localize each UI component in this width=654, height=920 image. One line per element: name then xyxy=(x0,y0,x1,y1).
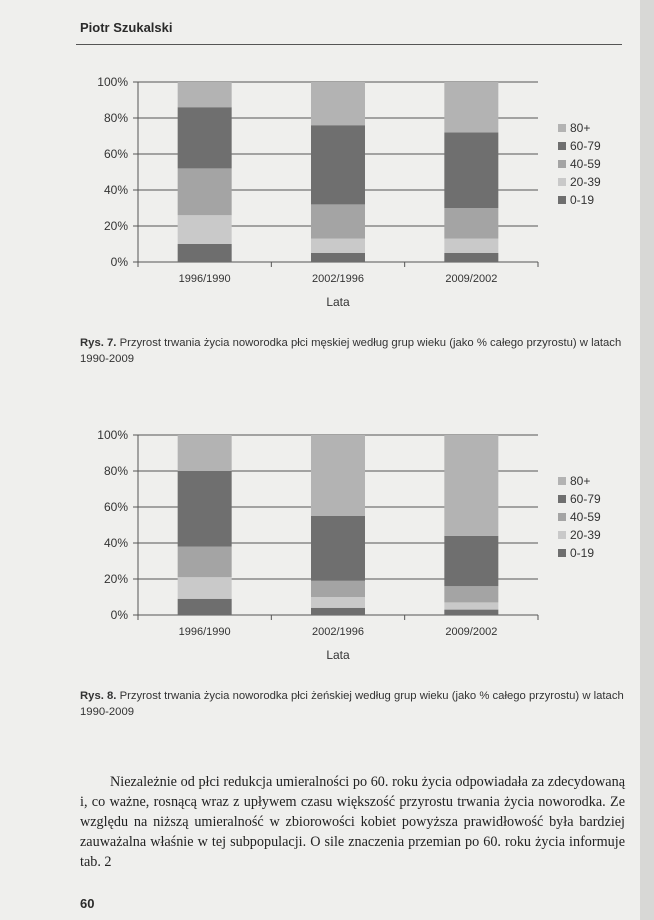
figure-7-caption xyxy=(80,335,625,367)
bar-0-19-1996/1990 xyxy=(178,244,232,262)
y-tick-label: 80% xyxy=(103,111,128,125)
figure-8-caption xyxy=(80,688,625,720)
bar-40-59-1996/1990 xyxy=(178,547,232,578)
bar-80+-2002/1996 xyxy=(311,82,365,125)
figure-8-text: Przyrost trwania życia noworodka płci żeńskiej według grup wieku (jako % całego przyrostu) w latach 1990-2009 xyxy=(80,690,624,718)
legend-label-60-79: 60-79 xyxy=(570,139,601,153)
x-axis-label: Lata xyxy=(326,295,350,309)
bar-40-59-1996/1990 xyxy=(178,168,232,215)
bar-0-19-2002/1996 xyxy=(311,253,365,262)
bar-80+-1996/1990 xyxy=(178,435,232,471)
legend-label-60-79: 60-79 xyxy=(570,492,601,506)
y-tick-label: 0% xyxy=(110,255,128,269)
bar-80+-2002/1996 xyxy=(311,435,365,516)
bar-40-59-2002/1996 xyxy=(311,204,365,238)
figure-7-text: Przyrost trwania życia noworodka płci męskiej według grup wieku (jako % całego przyrostu) w latach 1990-2009 xyxy=(80,337,622,365)
bar-40-59-2009/2002 xyxy=(444,586,498,602)
bar-0-19-2009/2002 xyxy=(444,253,498,262)
y-tick-label: 0% xyxy=(110,608,128,622)
legend-swatch-40-59 xyxy=(558,513,566,521)
legend-swatch-20-39 xyxy=(558,178,566,186)
bar-0-19-2009/2002 xyxy=(444,610,498,615)
x-axis-label: Lata xyxy=(326,648,350,662)
bar-0-19-1996/1990 xyxy=(178,599,232,615)
legend-swatch-60-79 xyxy=(558,495,566,503)
legend-label-20-39: 20-39 xyxy=(570,175,601,189)
figure-8-label: Rys. 8. xyxy=(80,690,117,702)
bar-60-79-1996/1990 xyxy=(178,107,232,168)
legend-label-40-59: 40-59 xyxy=(570,510,601,524)
bar-20-39-2009/2002 xyxy=(444,602,498,609)
body-paragraph: Niezależnie od płci redukcja umieralności po 60. roku życia odpowiadała za zdecydowaną i, co ważne, rosnącą wraz z upływem czasu większość przyrostu trwania życia noworodka. Ze względu na niższą umieralność w zbiorowości kobiet powyższa prawidłowość była bardziej zauważalna właśnie w tej subpopulacji. O sile znaczenia przemian po 60. roku życia informuje tab. 2 xyxy=(80,774,625,871)
legend-label-80+: 80+ xyxy=(570,121,591,135)
y-tick-label: 100% xyxy=(97,428,128,442)
bar-60-79-2009/2002 xyxy=(444,132,498,208)
chart-female xyxy=(60,425,620,665)
bar-60-79-2009/2002 xyxy=(444,536,498,586)
legend-label-40-59: 40-59 xyxy=(570,157,601,171)
bar-20-39-1996/1990 xyxy=(178,577,232,599)
legend-swatch-0-19 xyxy=(558,549,566,557)
y-tick-label: 40% xyxy=(103,183,128,197)
x-tick-label: 2002/1996 xyxy=(312,626,364,638)
y-tick-label: 60% xyxy=(103,147,128,161)
y-tick-label: 20% xyxy=(103,219,128,233)
x-tick-label: 2002/1996 xyxy=(312,273,364,285)
bar-80+-2009/2002 xyxy=(444,435,498,536)
page-edge-shadow xyxy=(640,0,654,920)
page-number: 60 xyxy=(80,896,95,911)
bar-20-39-2002/1996 xyxy=(311,239,365,253)
bar-80+-2009/2002 xyxy=(444,82,498,132)
header-rule xyxy=(76,44,622,45)
bar-20-39-2002/1996 xyxy=(311,597,365,608)
bar-20-39-1996/1990 xyxy=(178,215,232,244)
bar-40-59-2002/1996 xyxy=(311,581,365,597)
x-tick-label: 2009/2002 xyxy=(445,273,498,285)
y-tick-label: 100% xyxy=(97,75,128,89)
bar-60-79-1996/1990 xyxy=(178,471,232,547)
y-tick-label: 20% xyxy=(103,572,128,586)
x-tick-label: 2009/2002 xyxy=(445,626,498,638)
bar-20-39-2009/2002 xyxy=(444,239,498,253)
legend-swatch-80+ xyxy=(558,124,566,132)
legend-swatch-20-39 xyxy=(558,531,566,539)
running-header-author: Piotr Szukalski xyxy=(80,20,173,35)
legend-swatch-60-79 xyxy=(558,142,566,150)
y-tick-label: 60% xyxy=(103,500,128,514)
x-tick-label: 1996/1990 xyxy=(178,273,231,285)
y-tick-label: 40% xyxy=(103,536,128,550)
y-tick-label: 80% xyxy=(103,464,128,478)
figure-7-label: Rys. 7. xyxy=(80,337,117,349)
bar-60-79-2002/1996 xyxy=(311,516,365,581)
legend-label-20-39: 20-39 xyxy=(570,528,601,542)
legend-label-0-19: 0-19 xyxy=(570,193,595,207)
bar-40-59-2009/2002 xyxy=(444,208,498,239)
bar-80+-1996/1990 xyxy=(178,82,232,107)
legend-swatch-0-19 xyxy=(558,196,566,204)
bar-0-19-2002/1996 xyxy=(311,608,365,615)
x-tick-label: 1996/1990 xyxy=(178,626,231,638)
bar-60-79-2002/1996 xyxy=(311,125,365,204)
chart-male xyxy=(60,72,620,312)
legend-label-0-19: 0-19 xyxy=(570,546,595,560)
legend-swatch-40-59 xyxy=(558,160,566,168)
legend-swatch-80+ xyxy=(558,477,566,485)
legend-label-80+: 80+ xyxy=(570,474,591,488)
